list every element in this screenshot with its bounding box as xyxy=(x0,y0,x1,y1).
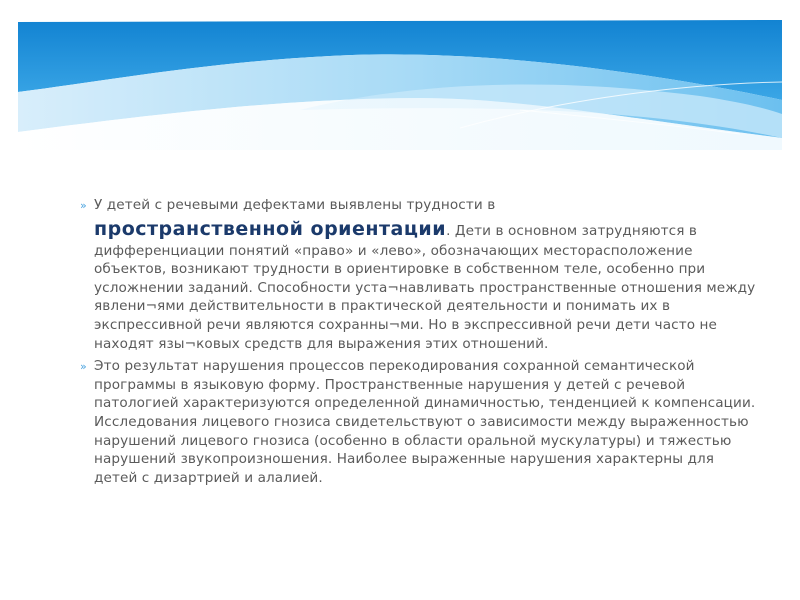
paragraph-1-body: . Дети в основном затрудняются в дифференциации понятий «право» и «лево», обозначающих месторасположение объектов, возникают трудности в ориентировке в собственном теле, особенно при усложнении заданий. Способности уста¬навливать пространственные отношения между явлени¬ями действительности в практической деятельности и понимать их в экспрессивной речи являются сохранны¬ми. Но в экспрессивной речи дети часто не находят язы¬ковых средств для выражения этих отношений. xyxy=(94,222,756,352)
bullet-icon: » xyxy=(80,360,87,374)
bullet-icon: » xyxy=(80,199,87,212)
paragraph-2-body: Это результат нарушения процессов перекодирования сохранной семантической программы в языковую форму. Пространственные нарушения у детей с речевой патологией характеризуются определенной динамичностью, тенденцией к компенсации. Исследования лицевого гнозиса свидетельствуют о зависимости между выраженностью нарушений лицевого гнозиса (особенно в области оральной мускулатуры) и тяжестью нарушений звукопроизношения. Наиболее выраженные нарушения характерны для детей с дизартрией и алалией. xyxy=(94,358,756,486)
highlight-term: пространственной ориентации xyxy=(94,217,447,240)
header-wave-banner xyxy=(0,0,800,150)
paragraph-recoding-disorders xyxy=(80,357,760,487)
slide-body xyxy=(80,196,760,487)
paragraph-1-intro: У детей с речевыми дефектами выявлены трудности в xyxy=(94,197,496,213)
paragraph-spatial-orientation xyxy=(80,196,760,353)
